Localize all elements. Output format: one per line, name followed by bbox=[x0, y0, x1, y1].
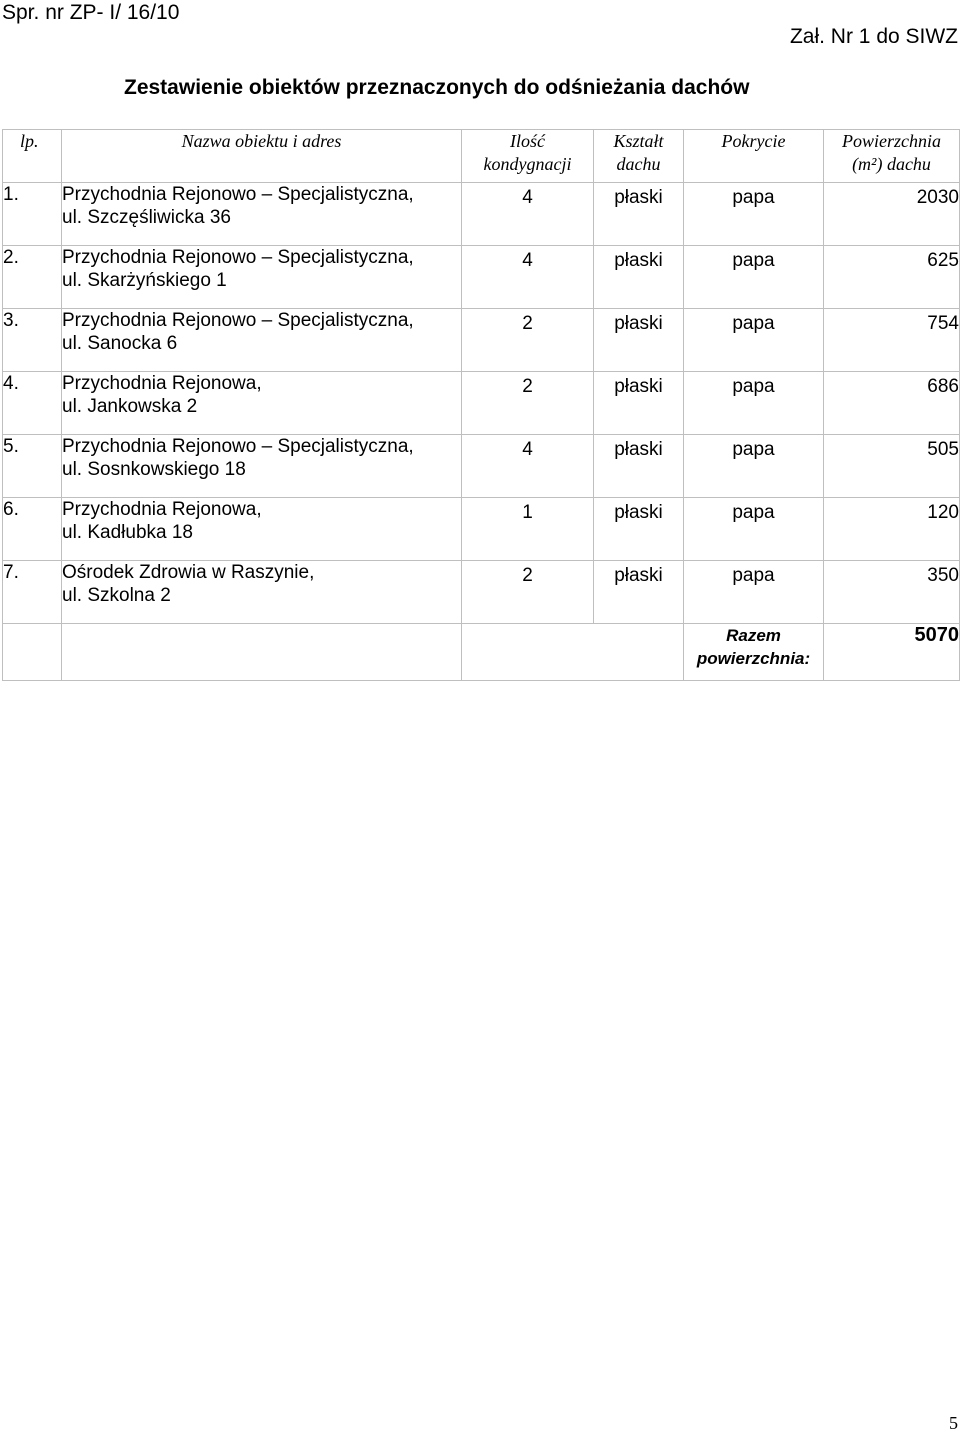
total-empty-cell bbox=[462, 624, 684, 681]
row-address: ul. Sosnkowskiego 18 bbox=[62, 459, 246, 480]
row-shape: płaski bbox=[594, 372, 684, 435]
row-name: Przychodnia Rejonowo – Specjalistyczna, bbox=[62, 436, 414, 457]
document-reference: Spr. nr ZP- I/ 16/10 bbox=[2, 1, 180, 24]
table-row bbox=[3, 372, 960, 435]
row-lp: 7. bbox=[3, 561, 62, 624]
row-area: 625 bbox=[824, 246, 960, 309]
table-row bbox=[3, 183, 960, 246]
header-shape-line1: Kształt bbox=[613, 131, 664, 151]
row-address: ul. Szczęśliwicka 36 bbox=[62, 207, 231, 228]
row-name-address bbox=[62, 435, 462, 498]
row-name-address bbox=[62, 309, 462, 372]
header-floors-line2: kondygnacji bbox=[483, 154, 572, 174]
row-name: Przychodnia Rejonowa, bbox=[62, 499, 262, 520]
total-empty-cell bbox=[3, 624, 62, 681]
header-lp: lp. bbox=[3, 130, 62, 183]
total-empty-cell bbox=[62, 624, 462, 681]
table-row bbox=[3, 435, 960, 498]
header-shape bbox=[594, 130, 684, 183]
header-area-line1: Powierzchnia bbox=[842, 131, 941, 151]
table-row bbox=[3, 498, 960, 561]
row-address: ul. Sanocka 6 bbox=[62, 333, 178, 354]
row-area: 505 bbox=[824, 435, 960, 498]
row-covering: papa bbox=[684, 246, 824, 309]
row-area: 350 bbox=[824, 561, 960, 624]
row-floors: 4 bbox=[462, 435, 594, 498]
row-name: Przychodnia Rejonowo – Specjalistyczna, bbox=[62, 247, 414, 268]
header-floors-line1: Ilość bbox=[510, 131, 545, 151]
row-name: Przychodnia Rejonowo – Specjalistyczna, bbox=[62, 184, 414, 205]
row-shape: płaski bbox=[594, 498, 684, 561]
row-lp: 4. bbox=[3, 372, 62, 435]
row-area: 2030 bbox=[824, 183, 960, 246]
row-address: ul. Szkolna 2 bbox=[62, 585, 171, 606]
row-name-address bbox=[62, 498, 462, 561]
row-name-address bbox=[62, 246, 462, 309]
row-floors: 2 bbox=[462, 372, 594, 435]
objects-table bbox=[2, 129, 960, 681]
page-number: 5 bbox=[949, 1413, 958, 1433]
row-floors: 2 bbox=[462, 561, 594, 624]
header-floors bbox=[462, 130, 594, 183]
row-floors: 4 bbox=[462, 246, 594, 309]
row-covering: papa bbox=[684, 372, 824, 435]
row-area: 120 bbox=[824, 498, 960, 561]
row-address: ul. Jankowska 2 bbox=[62, 396, 198, 417]
total-label bbox=[684, 624, 824, 681]
row-name-address bbox=[62, 561, 462, 624]
row-covering: papa bbox=[684, 183, 824, 246]
row-shape: płaski bbox=[594, 309, 684, 372]
row-lp: 2. bbox=[3, 246, 62, 309]
row-name: Przychodnia Rejonowa, bbox=[62, 373, 262, 394]
table-row bbox=[3, 246, 960, 309]
header-name: Nazwa obiektu i adres bbox=[62, 130, 462, 183]
total-value: 5070 bbox=[824, 624, 960, 681]
row-area: 686 bbox=[824, 372, 960, 435]
row-shape: płaski bbox=[594, 561, 684, 624]
row-lp: 3. bbox=[3, 309, 62, 372]
row-name-address bbox=[62, 183, 462, 246]
header-area bbox=[824, 130, 960, 183]
row-shape: płaski bbox=[594, 183, 684, 246]
attachment-reference: Zał. Nr 1 do SIWZ bbox=[789, 25, 958, 48]
table-row bbox=[3, 561, 960, 624]
row-name: Ośrodek Zdrowia w Raszynie, bbox=[62, 562, 315, 583]
row-name-address bbox=[62, 372, 462, 435]
header-covering: Pokrycie bbox=[684, 130, 824, 183]
row-lp: 1. bbox=[3, 183, 62, 246]
total-label-line1: Razem bbox=[726, 626, 781, 645]
row-lp: 6. bbox=[3, 498, 62, 561]
row-address: ul. Skarżyńskiego 1 bbox=[62, 270, 227, 291]
row-covering: papa bbox=[684, 498, 824, 561]
row-covering: papa bbox=[684, 309, 824, 372]
header-area-line2: (m²) dachu bbox=[852, 154, 931, 174]
row-area: 754 bbox=[824, 309, 960, 372]
row-covering: papa bbox=[684, 435, 824, 498]
header-shape-line2: dachu bbox=[616, 154, 661, 174]
row-floors: 2 bbox=[462, 309, 594, 372]
row-floors: 1 bbox=[462, 498, 594, 561]
row-name: Przychodnia Rejonowo – Specjalistyczna, bbox=[62, 310, 414, 331]
page-title: Zestawienie obiektów przeznaczonych do odśnieżania dachów bbox=[124, 76, 750, 99]
row-lp: 5. bbox=[3, 435, 62, 498]
total-label-line2: powierzchnia: bbox=[696, 649, 811, 668]
table-header-row bbox=[3, 130, 960, 183]
total-row bbox=[3, 624, 960, 681]
row-covering: papa bbox=[684, 561, 824, 624]
table-row bbox=[3, 309, 960, 372]
row-shape: płaski bbox=[594, 435, 684, 498]
row-shape: płaski bbox=[594, 246, 684, 309]
row-floors: 4 bbox=[462, 183, 594, 246]
row-address: ul. Kadłubka 18 bbox=[62, 522, 193, 543]
